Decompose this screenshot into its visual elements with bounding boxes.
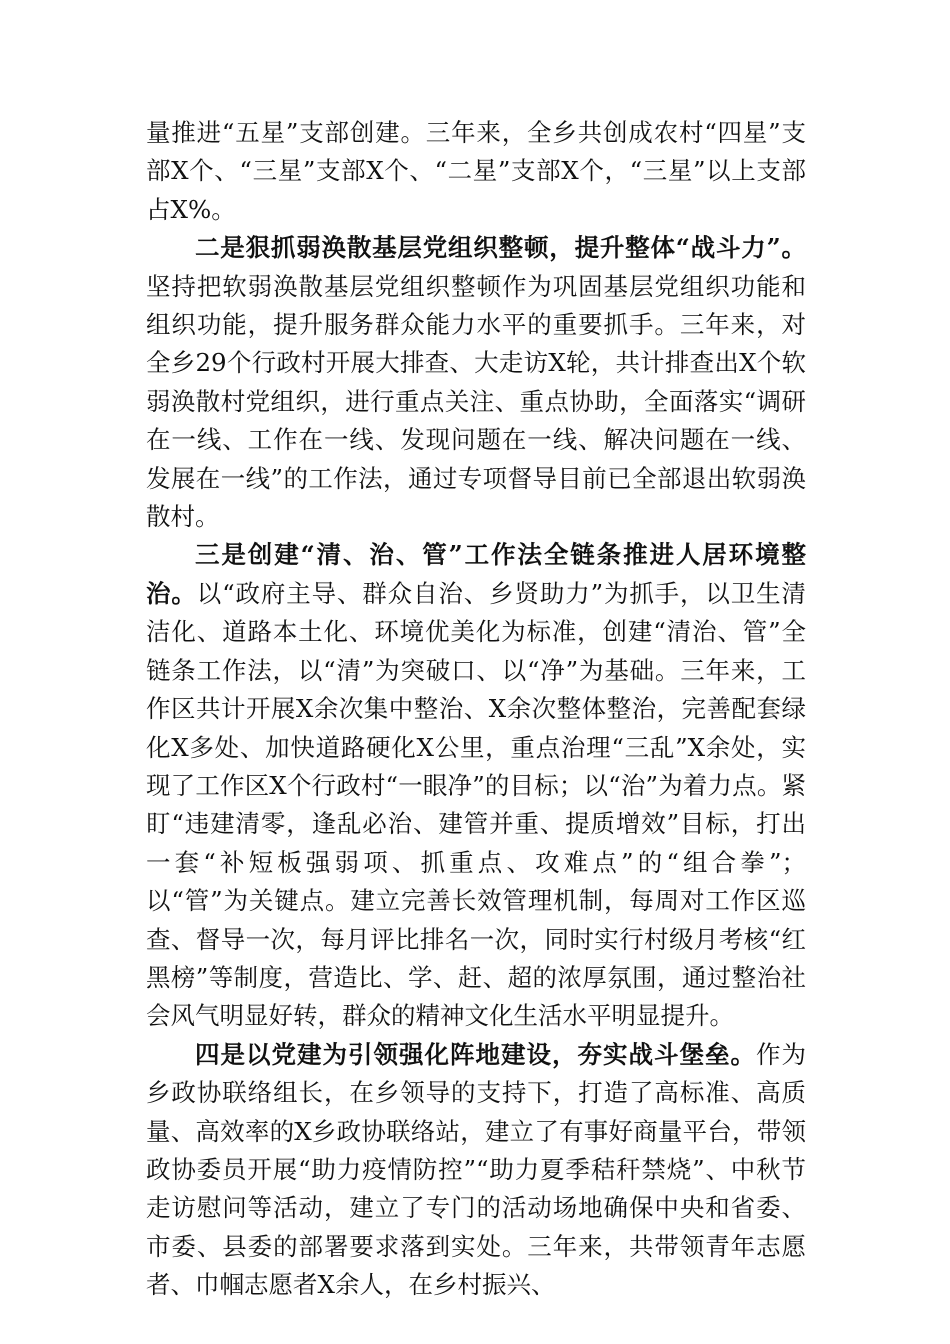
paragraph-1: [146, 114, 806, 229]
paragraph-3-heading: 三是创建“清、治、管”工作法全链条推进人居环境整治。: [146, 540, 806, 608]
paragraph-4-body: 作为乡政协联络组长，在乡领导的支持下，打造了高标准、高质量、高效率的X乡政协联络站，建立了有事好商量平台，带领政协委员开展“助力疫情防控”“助力夏季秸秆禁烧”、中秋节走访慰问等活动，建立了专门的活动场地确保中央和省委、市委、县委的部署要求落到实处。三年来，共带领青年志愿者、巾帼志愿者X余人，在乡村振兴、: [146, 1039, 806, 1300]
paragraph-3-body: 以“政府主导、群众自治、乡贤助力”为抓手，以卫生清洁化、道路本土化、环境优美化为标准，创建“清治、管”全链条工作法，以“清”为突破口、以“净”为基础。三年来，工作区共计开展X余次集中整治、X余次整体整治，完善配套绿化X多处、加快道路硬化X公里，重点治理“三乱”X余处，实现了工作区X个行政村“一眼净”的目标；以“治”为着力点。紧盯“违建清零，逢乱必治、建管并重、提质增效”目标，打出一套“补短板强弱项、抓重点、攻难点”的“组合拳”；以“管”为关键点。建立完善长效管理机制，每周对工作区巡查、督导一次，每月评比排名一次，同时实行村级月考核“红黑榜”等制度，营造比、学、赶、超的浓厚氛围，通过整治社会风气明显好转，群众的精神文化生活水平明显提升。: [146, 578, 806, 1031]
paragraph-4: [146, 1036, 806, 1305]
paragraph-1-body: 量推进“五星”支部创建。三年来，全乡共创成农村“四星”支部X个、“三星”支部X个、“二星”支部X个，“三星”以上支部占X%。: [146, 118, 806, 224]
paragraph-2: [146, 229, 806, 536]
document-body: [146, 114, 806, 1305]
paragraph-2-body: 坚持把软弱涣散基层党组织整顿作为巩固基层党组织功能和组织功能，提升服务群众能力水平的重要抓手。三年来，对全乡29个行政村开展大排查、大走访X轮，共计排查出X个软弱涣散村党组织，进行重点关注、重点协助，全面落实“调研在一线、工作在一线、发现问题在一线、解决问题在一线、发展在一线”的工作法，通过专项督导目前已全部退出软弱涣散村。: [146, 271, 806, 532]
paragraph-4-heading: 四是以党建为引领强化阵地建设，夯实战斗堡垒。: [195, 1039, 756, 1069]
paragraph-3: [146, 536, 806, 1035]
paragraph-2-heading: 二是狠抓弱涣散基层党组织整顿，提升整体“战斗力”。: [195, 233, 806, 263]
